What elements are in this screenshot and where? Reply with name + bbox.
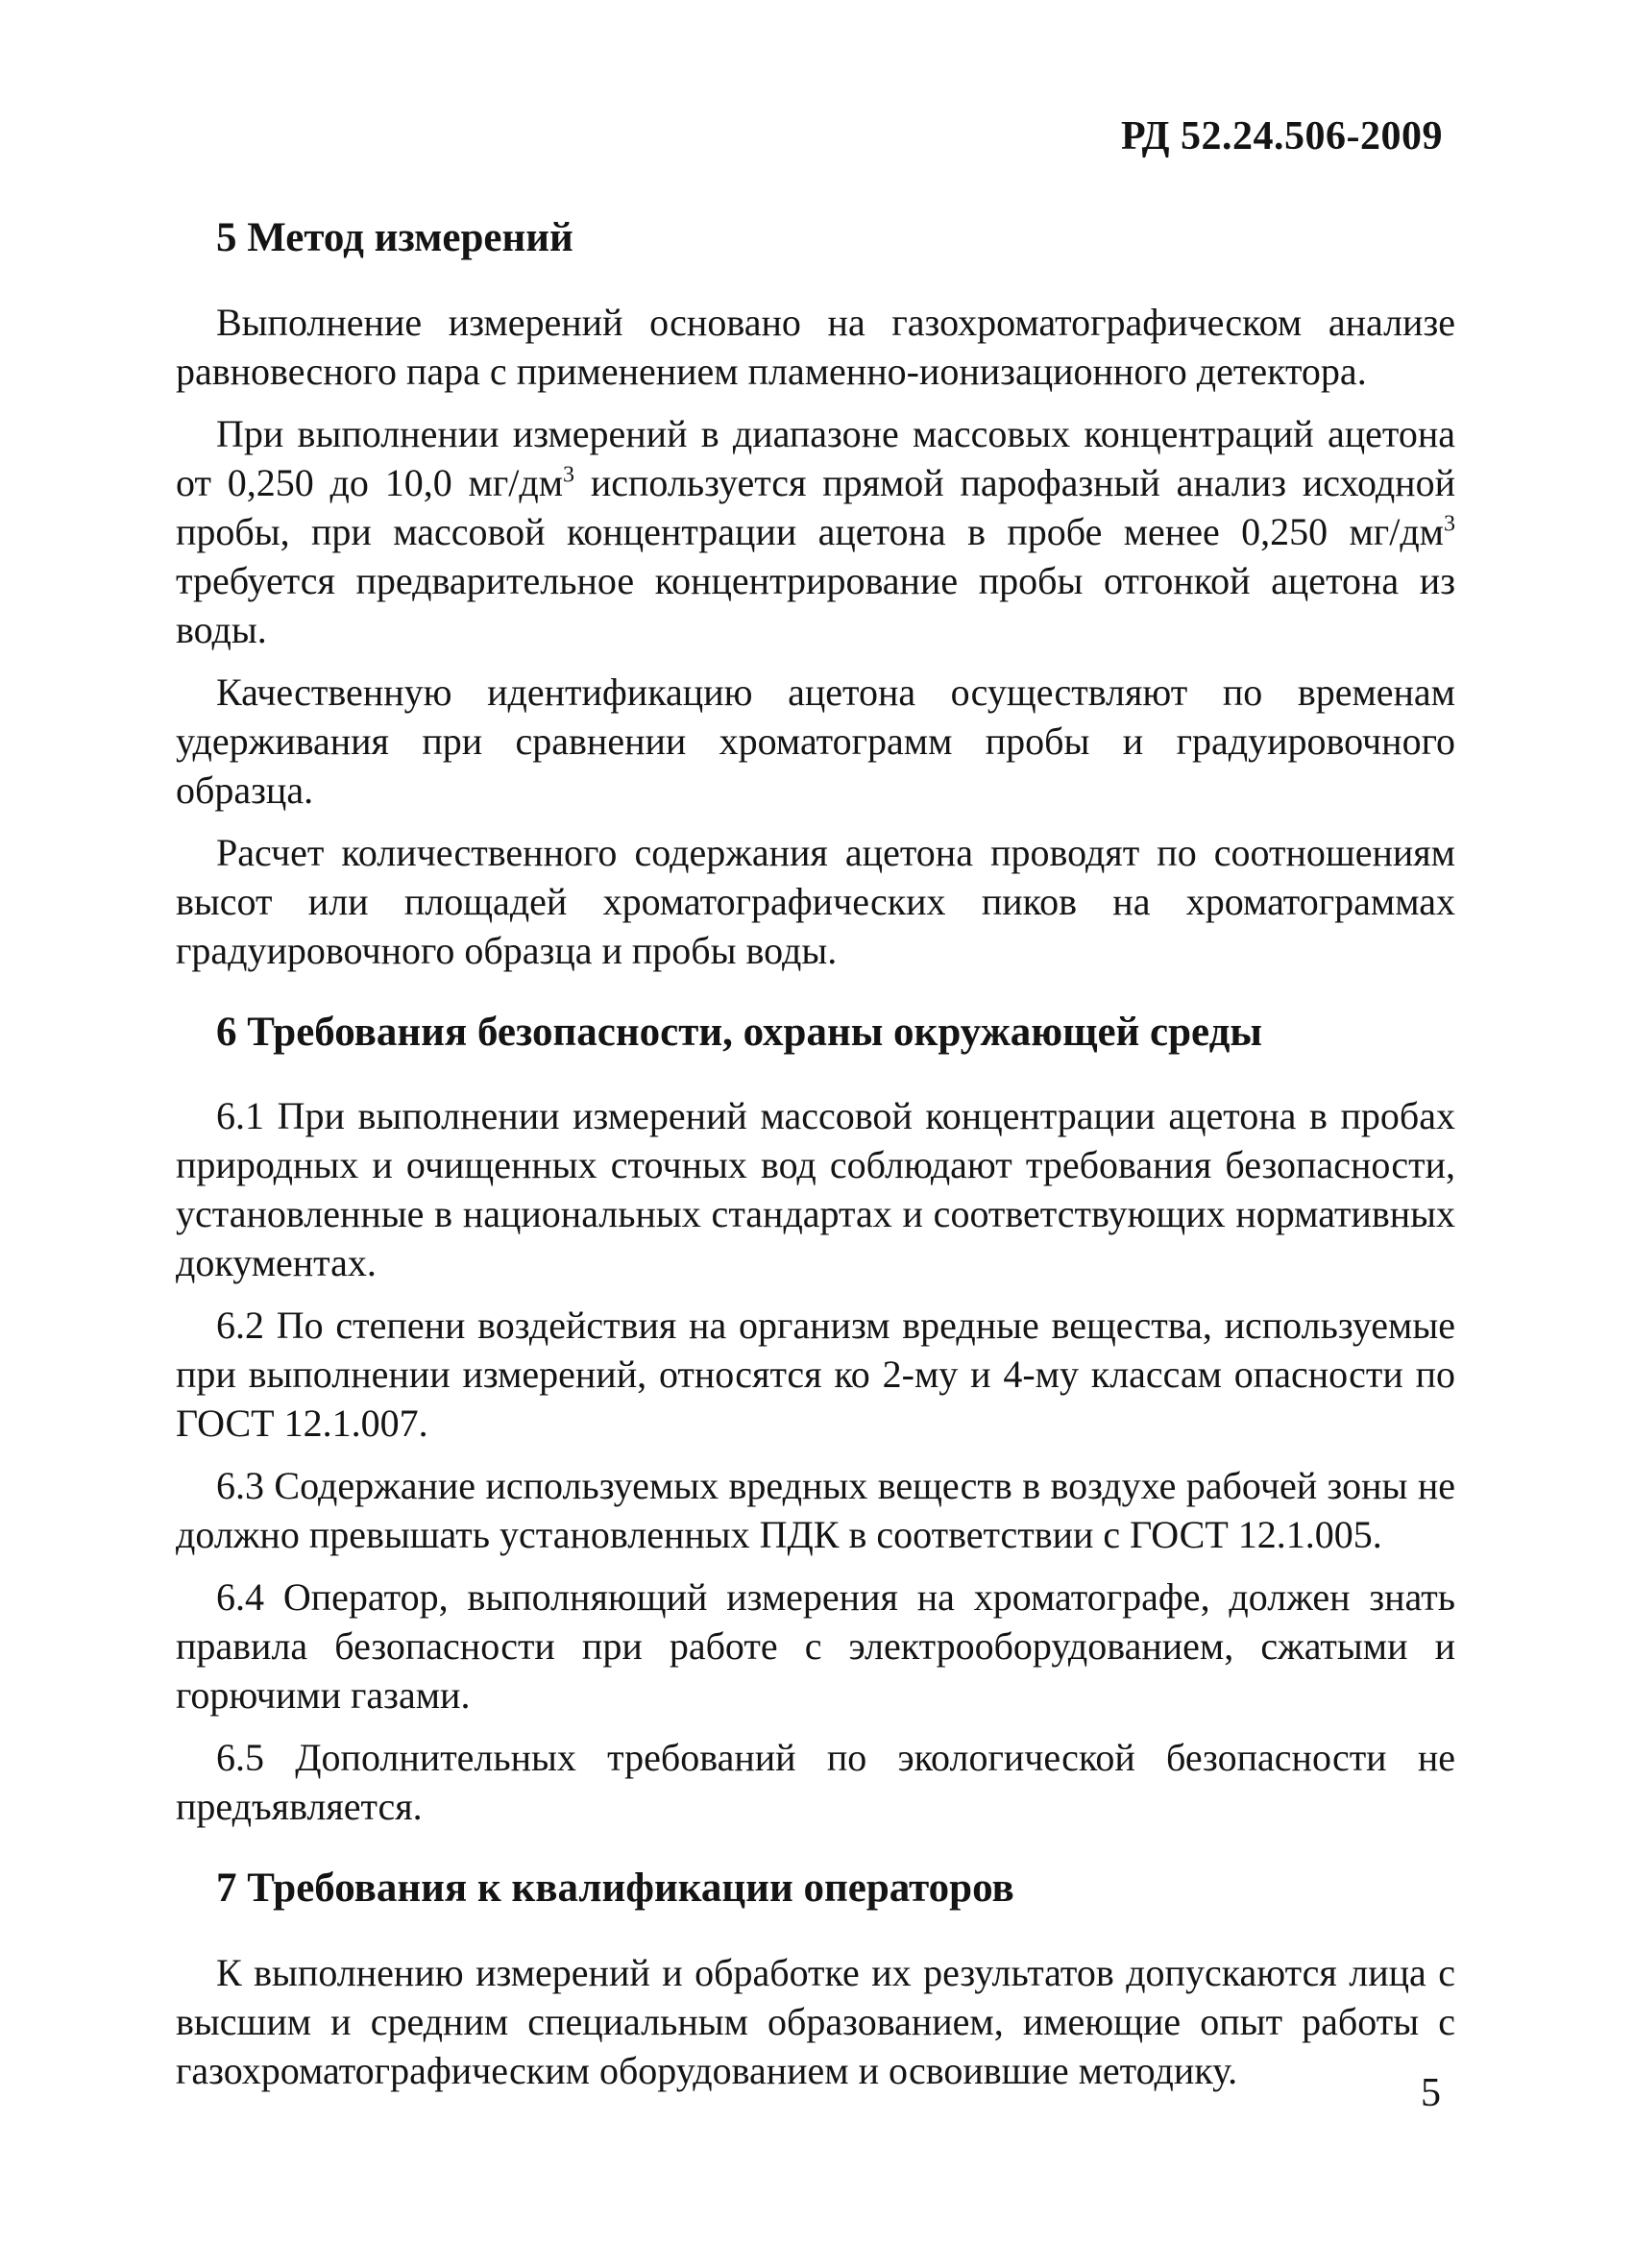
section-7-title: 7 Требования к квалификации операторов <box>216 1866 1014 1912</box>
section-5-paragraph-3: Качественную идентификацию ацетона осуществляют по временам удерживания при сравнении хроматограмм пробы и градуировочного образца. <box>176 670 1455 812</box>
section-6-paragraph-5: 6.5 Дополнительных требований по экологической безопасности не предъявляется. <box>176 1736 1455 1829</box>
page-number: 5 <box>1421 2071 1441 2115</box>
section-6-paragraph-2: 6.2 По степени воздействия на организм вредные вещества, используемые при выполнении измерений, относятся ко 2-му и 4-му классам опасности по ГОСТ 12.1.007. <box>176 1304 1455 1446</box>
section-5-paragraph-2-part-a: При выполнении измерений в диапазоне массовых концентраций ацетона от 0,250 до 10,0 мг/дм <box>176 411 1455 504</box>
section-5-title: 5 Метод измерений <box>216 215 573 260</box>
section-7-paragraph-1: К выполнению измерений и обработке их результатов допускаются лица с высшим и средним специальным образованием, имеющие опыт работы с газохроматографическим оборудованием и освоившие методику. <box>176 1950 1455 2092</box>
section-5-paragraph-2 <box>176 409 1455 654</box>
section-5-paragraph-2-part-b: используется прямой парофазный анализ исходной пробы, при массовой концентрации ацетона в пробе менее 0,250 мг/дм <box>176 460 1455 553</box>
superscript-exponent: 3 <box>563 462 575 488</box>
section-5-paragraph-2-part-c: требуется предварительное концентрирование пробы отгонкой ацетона из воды. <box>176 558 1455 651</box>
section-7 <box>176 1864 1455 2095</box>
section-5 <box>176 213 1455 975</box>
document-code: РД 52.24.506-2009 <box>1120 114 1443 159</box>
section-6-paragraph-4: 6.4 Оператор, выполняющий измерения на хроматографе, должен знать правила безопасности при работе с электрооборудованием, сжатыми и горючими газами. <box>176 1575 1455 1718</box>
section-6 <box>176 1008 1455 1832</box>
superscript-exponent: 3 <box>1444 511 1455 537</box>
section-6-paragraph-1: 6.1 При выполнении измерений массовой концентрации ацетона в пробах природных и очищенных сточных вод соблюдают требования безопасности, установленные в национальных стандартах и соответствующих нормативных документах. <box>176 1094 1455 1285</box>
section-6-title: 6 Требования безопасности, охраны окружающей среды <box>216 1009 1262 1055</box>
document-body <box>176 213 1455 2128</box>
section-6-paragraph-3: 6.3 Содержание используемых вредных веществ в воздухе рабочей зоны не должно превышать установленных ПДК в соответствии с ГОСТ 12.1.005. <box>176 1464 1455 1557</box>
section-5-paragraph-1: Выполнение измерений основано на газохроматографическом анализе равновесного пара с применением пламенно-ионизационного детектора. <box>176 300 1455 393</box>
section-5-paragraph-4: Расчет количественного содержания ацетона проводят по соотношениям высот или площадей хроматографических пиков на хроматограммах градуировочного образца и пробы воды. <box>176 830 1455 972</box>
